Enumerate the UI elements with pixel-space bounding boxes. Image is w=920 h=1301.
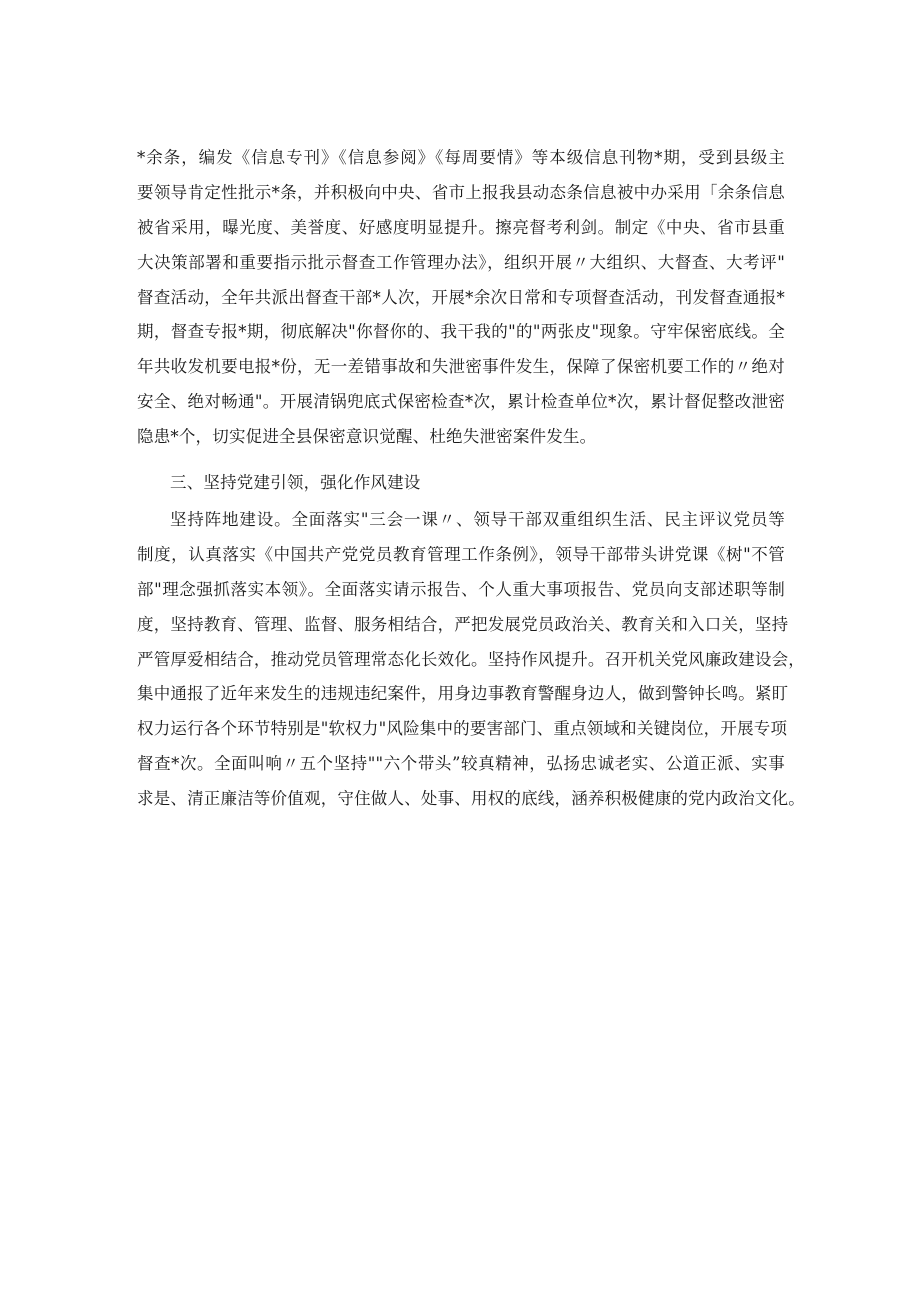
text-line: 督查活动，全年共派出督查干部*人次，开展*余次日常和专项督查活动，刊发督查通报* <box>137 287 785 307</box>
text-line: 督查*次。全面叫响〃五个坚持""六个带头”较真精神，弘扬忠诚老实、公道正派、实事 <box>137 754 785 774</box>
text-line: 年共收发机要电报*份，无一差错事故和失泄密事件发生，保障了保密机要工作的〃绝对 <box>137 357 785 377</box>
text-line: 部"理念强抓落实本领》。全面落实请示报告、个人重大事项报告、党员向支部述职等制 <box>137 579 785 599</box>
text-line: 集中通报了近年来发生的违规违纪案件，用身边事教育警醒身边人，做到警钟长鸣。紧盯 <box>137 684 789 704</box>
text-line: 度，坚持教育、管理、监督、服务相结合，严把发展党员政治关、教育关和入口关，坚持 <box>137 614 789 634</box>
document-body <box>137 141 805 817</box>
text-line: 求是、清正廉洁等价值观，守住做人、处事、用权的底线，涵养积极健康的党内政治文化。 <box>137 789 805 809</box>
text-line: 大决策部署和重要指示批示督查工作管理办法》，组织开展〃大组织、大督查、大考评" <box>137 252 785 272</box>
text-line: 坚持阵地建设。全面落实"三会一课〃、领导干部双重组织生活、民主评议党员等 <box>170 510 785 530</box>
text-line: 被省采用，曝光度、美誉度、好感度明显提升。擦亮督考利剑。制定《中央、省市县重 <box>137 217 785 237</box>
text-line: 要领导肯定性批示*条，并积极向中央、省市上报我县动态条信息被中办采用「余条信息 <box>137 182 785 202</box>
text-line: 权力运行各个环节特别是"软权力"风险集中的要害部门、重点领域和关键岗位，开展专项 <box>137 719 788 739</box>
text-line: 安全、绝对畅通"。开展清锅兜底式保密检查*次，累计检查单位*次，累计督促整改泄密 <box>137 392 785 412</box>
paragraph-party-building-work-style <box>137 503 805 817</box>
section-heading: 三、坚持党建引领，强化作风建设 <box>170 473 421 493</box>
text-line: 制度，认真落实《中国共产党党员教育管理工作条例》，领导干部带头讲党课《树"不管 <box>137 544 785 564</box>
text-line: 隐患*个，切实促进全县保密意识觉醒、杜绝失泄密案件发生。 <box>137 427 597 447</box>
text-line: *余条，编发《信息专刊》《信息参阅》《每周要情》等本级信息刊物*期，受到县级主 <box>137 148 785 167</box>
text-line: 期，督查专报*期，彻底解决"你督你的、我干我的"的"两张皮"现象。守牢保密底线。全 <box>137 322 785 342</box>
paragraph-information-supervision-confidentiality <box>137 141 785 455</box>
text-line: 严管厚爱相结合，推动党员管理常态化长效化。坚持作风提升。召开机关党风廉政建设会， <box>137 649 805 669</box>
